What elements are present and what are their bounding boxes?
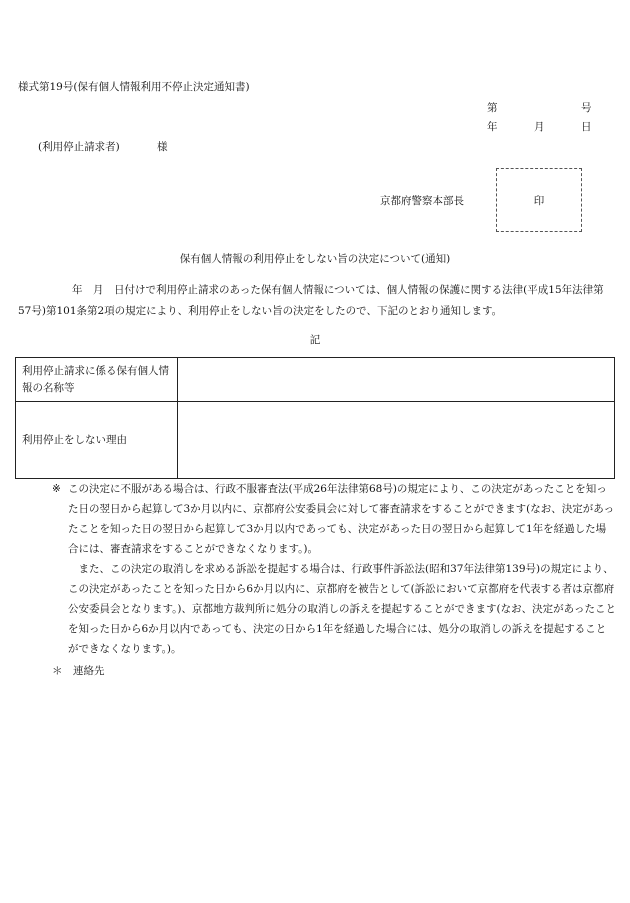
body-paragraph <box>18 280 614 322</box>
note-block <box>52 479 616 659</box>
form-number: 様式第19号(保有個人情報利用不停止決定通知書) <box>18 81 250 93</box>
table-row <box>16 402 615 479</box>
document-number-prefix: 第 <box>487 102 498 114</box>
requester-label: (利用停止請求者) <box>38 141 120 153</box>
info-table <box>15 357 615 479</box>
date-day-label: 日 <box>581 121 592 133</box>
body-text-rest: 利用停止請求のあった保有個人情報については、個人情報の保護に関する法律(平成15年法律第57号)第101条第2項の規定により、利用停止をしない旨の決定をしたので、下記のとおり通知します。 <box>18 284 604 317</box>
date-year-label: 年 <box>487 121 498 133</box>
note-mark: ※ <box>52 483 61 495</box>
notes-section <box>52 479 616 659</box>
table-value-cell <box>178 402 615 479</box>
table-label-cell: 利用停止をしない理由 <box>16 402 178 479</box>
seal-label: 印 <box>533 194 545 207</box>
seal-box <box>496 168 582 232</box>
date-month-label: 月 <box>534 121 545 133</box>
document-number-suffix: 号 <box>581 102 592 114</box>
contact-label: ＊ 連絡先 <box>52 665 105 677</box>
note-paragraph-2: また、この決定の取消しを求める訴訟を提起する場合は、行政事件訴訟法(昭和37年法律第139号)の規定により、この決定があったことを知った日から6か月以内に、京都府を被告として(訴訟において京都府を代表する者は京都府公安委員会となります。)、京都地方裁判所に処分の取消しの訴えを提起することができます(なお、決定があったことを知った日から6か月以内であっても、決定の日から1年を経過した場合には、処分の取消しの訴えを提起することができなくなります。)。 <box>68 563 616 655</box>
table-value-cell <box>178 358 615 402</box>
note-paragraph-1: この決定に不服がある場合は、行政不服審査法(平成26年法律第68号)の規定により、この決定があったことを知った日の翌日から起算して3か月以内に、京都府公安委員会に対して審査請求をすることができます(なお、決定があったことを知った日の翌日から起算して3か月以内であっても、決定があった日の翌日から起算して1年を経過した場合には、審査請求をすることができなくなります。)。 <box>68 483 615 555</box>
document-title: 保有個人情報の利用停止をしない旨の決定について(通知) <box>179 253 451 265</box>
table-row <box>16 358 615 402</box>
table-label-cell: 利用停止請求に係る保有個人情報の名称等 <box>16 358 178 402</box>
ki-heading: 記 <box>309 334 321 346</box>
honorific-label: 様 <box>157 141 168 153</box>
body-date-prefix: 年 月 日付けで <box>72 284 156 296</box>
issuer-name: 京都府警察本部長 <box>380 195 464 207</box>
